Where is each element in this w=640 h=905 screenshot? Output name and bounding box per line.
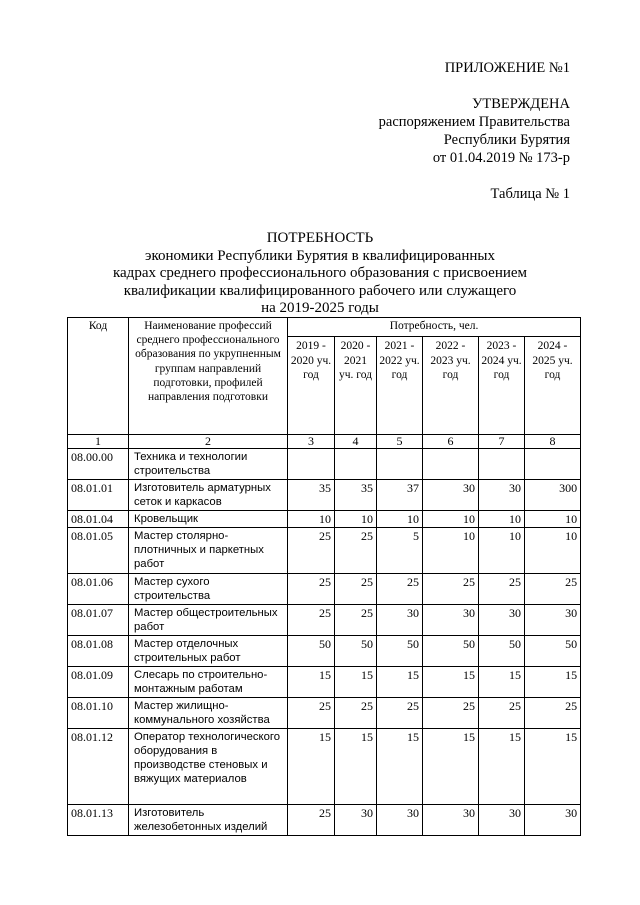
row-value: 15 xyxy=(423,729,479,805)
column-number: 5 xyxy=(377,435,423,449)
table-row xyxy=(68,698,581,729)
table-row xyxy=(68,636,581,667)
column-header-year: 2019 - 2020 уч. год xyxy=(288,337,335,435)
row-value: 15 xyxy=(335,729,377,805)
row-value xyxy=(335,449,377,480)
row-profession-name: Техника и технологии строительства xyxy=(129,449,288,480)
row-value: 25 xyxy=(525,698,581,729)
row-value: 30 xyxy=(479,480,525,511)
row-value: 50 xyxy=(525,636,581,667)
row-value: 30 xyxy=(479,805,525,836)
row-value: 30 xyxy=(423,605,479,636)
approved-by-line: распоряжением Правительства xyxy=(378,114,570,130)
row-code: 08.01.04 xyxy=(68,511,129,528)
row-profession-name: Мастер отделочных строительных работ xyxy=(129,636,288,667)
row-value: 50 xyxy=(423,636,479,667)
row-value: 10 xyxy=(377,511,423,528)
row-code: 08.01.12 xyxy=(68,729,129,805)
row-value: 25 xyxy=(288,805,335,836)
column-number: 1 xyxy=(68,435,129,449)
row-value: 15 xyxy=(335,667,377,698)
row-value: 35 xyxy=(288,480,335,511)
row-profession-name: Мастер столярно-плотничных и паркетных работ xyxy=(129,528,288,574)
decree-date-number: от 01.04.2019 № 173-р xyxy=(432,150,570,166)
table-row xyxy=(68,528,581,574)
row-profession-name: Мастер общестроительных работ xyxy=(129,605,288,636)
row-value: 15 xyxy=(377,729,423,805)
row-value: 15 xyxy=(479,729,525,805)
row-value xyxy=(479,449,525,480)
row-code: 08.01.08 xyxy=(68,636,129,667)
row-value: 25 xyxy=(288,528,335,574)
row-value: 25 xyxy=(335,528,377,574)
column-header-name: Наименование профессий среднего профессионального образования по укрупненным группам направлений подготовки, профилей направления подготовки xyxy=(129,318,288,435)
row-value: 15 xyxy=(525,729,581,805)
row-value: 25 xyxy=(377,574,423,605)
row-value xyxy=(288,449,335,480)
demand-table xyxy=(67,317,581,836)
row-value: 25 xyxy=(479,698,525,729)
column-number: 7 xyxy=(479,435,525,449)
row-profession-name: Мастер сухого строительства xyxy=(129,574,288,605)
row-value: 30 xyxy=(525,805,581,836)
column-number: 3 xyxy=(288,435,335,449)
table-row xyxy=(68,480,581,511)
row-value: 10 xyxy=(288,511,335,528)
column-header-year: 2021 - 2022 уч. год xyxy=(377,337,423,435)
title-main: ПОТРЕБНОСТЬ xyxy=(266,230,374,246)
approved-by-line: Республики Бурятия xyxy=(443,132,570,148)
column-number: 8 xyxy=(525,435,581,449)
row-value: 10 xyxy=(525,511,581,528)
row-profession-name: Кровельщик xyxy=(129,511,288,528)
row-value: 25 xyxy=(377,698,423,729)
table-row xyxy=(68,511,581,528)
row-value: 50 xyxy=(288,636,335,667)
row-value: 25 xyxy=(479,574,525,605)
column-header-year: 2022 - 2023 уч. год xyxy=(423,337,479,435)
row-profession-name: Оператор технологического оборудования в производстве стеновых и вяжущих материалов xyxy=(129,729,288,805)
row-code: 08.01.07 xyxy=(68,605,129,636)
row-value: 50 xyxy=(479,636,525,667)
row-value: 30 xyxy=(423,805,479,836)
row-code: 08.01.13 xyxy=(68,805,129,836)
approved-label: УТВЕРЖДЕНА xyxy=(472,96,570,112)
row-value xyxy=(423,449,479,480)
row-profession-name: Слесарь по строительно-монтажным работам xyxy=(129,667,288,698)
row-value: 10 xyxy=(479,528,525,574)
column-header-need: Потребность, чел. xyxy=(288,318,581,337)
row-value xyxy=(525,449,581,480)
row-code: 08.01.10 xyxy=(68,698,129,729)
row-value: 35 xyxy=(335,480,377,511)
row-value: 30 xyxy=(423,480,479,511)
row-value: 25 xyxy=(335,574,377,605)
row-value: 25 xyxy=(525,574,581,605)
row-value: 15 xyxy=(525,667,581,698)
table-row xyxy=(68,574,581,605)
row-value: 30 xyxy=(377,805,423,836)
column-header-year: 2020 - 2021 уч. год xyxy=(335,337,377,435)
row-value: 30 xyxy=(525,605,581,636)
row-profession-name: Мастер жилищно-коммунального хозяйства xyxy=(129,698,288,729)
row-value: 15 xyxy=(288,729,335,805)
column-number: 4 xyxy=(335,435,377,449)
row-profession-name: Изготовитель железобетонных изделий xyxy=(129,805,288,836)
row-value xyxy=(377,449,423,480)
appendix-label: ПРИЛОЖЕНИЕ №1 xyxy=(444,60,570,76)
row-value: 50 xyxy=(377,636,423,667)
table-number-label: Таблица № 1 xyxy=(490,186,570,202)
row-code: 08.00.00 xyxy=(68,449,129,480)
row-code: 08.01.09 xyxy=(68,667,129,698)
row-value: 50 xyxy=(335,636,377,667)
document-title xyxy=(70,230,570,318)
table-row xyxy=(68,805,581,836)
row-value: 30 xyxy=(335,805,377,836)
column-number: 2 xyxy=(129,435,288,449)
column-number: 6 xyxy=(423,435,479,449)
row-code: 08.01.01 xyxy=(68,480,129,511)
row-value: 10 xyxy=(423,511,479,528)
row-value: 300 xyxy=(525,480,581,511)
table-row xyxy=(68,605,581,636)
table-row xyxy=(68,729,581,805)
column-header-code: Код xyxy=(68,318,129,435)
row-value: 25 xyxy=(288,574,335,605)
row-value: 15 xyxy=(288,667,335,698)
row-value: 30 xyxy=(479,605,525,636)
row-code: 08.01.06 xyxy=(68,574,129,605)
column-header-year: 2023 - 2024 уч. год xyxy=(479,337,525,435)
column-header-year: 2024 - 2025 уч. год xyxy=(525,337,581,435)
title-line: на 2019-2025 годы xyxy=(261,300,379,317)
row-value: 15 xyxy=(377,667,423,698)
table-row xyxy=(68,667,581,698)
row-value: 25 xyxy=(288,605,335,636)
row-value: 10 xyxy=(335,511,377,528)
row-value: 15 xyxy=(479,667,525,698)
row-value: 5 xyxy=(377,528,423,574)
row-value: 37 xyxy=(377,480,423,511)
table-row xyxy=(68,449,581,480)
row-value: 25 xyxy=(423,574,479,605)
title-line: экономики Республики Бурятия в квалифицированных xyxy=(145,247,495,264)
row-value: 30 xyxy=(377,605,423,636)
row-value: 10 xyxy=(525,528,581,574)
row-value: 15 xyxy=(423,667,479,698)
row-value: 10 xyxy=(479,511,525,528)
row-profession-name: Изготовитель арматурных сеток и каркасов xyxy=(129,480,288,511)
title-line: кадрах среднего профессионального образования с присвоением xyxy=(112,265,528,282)
row-value: 25 xyxy=(423,698,479,729)
row-value: 25 xyxy=(335,698,377,729)
title-line: квалификации квалифицированного рабочего или служащего xyxy=(123,282,517,299)
row-value: 25 xyxy=(335,605,377,636)
row-value: 10 xyxy=(423,528,479,574)
row-value: 25 xyxy=(288,698,335,729)
row-code: 08.01.05 xyxy=(68,528,129,574)
